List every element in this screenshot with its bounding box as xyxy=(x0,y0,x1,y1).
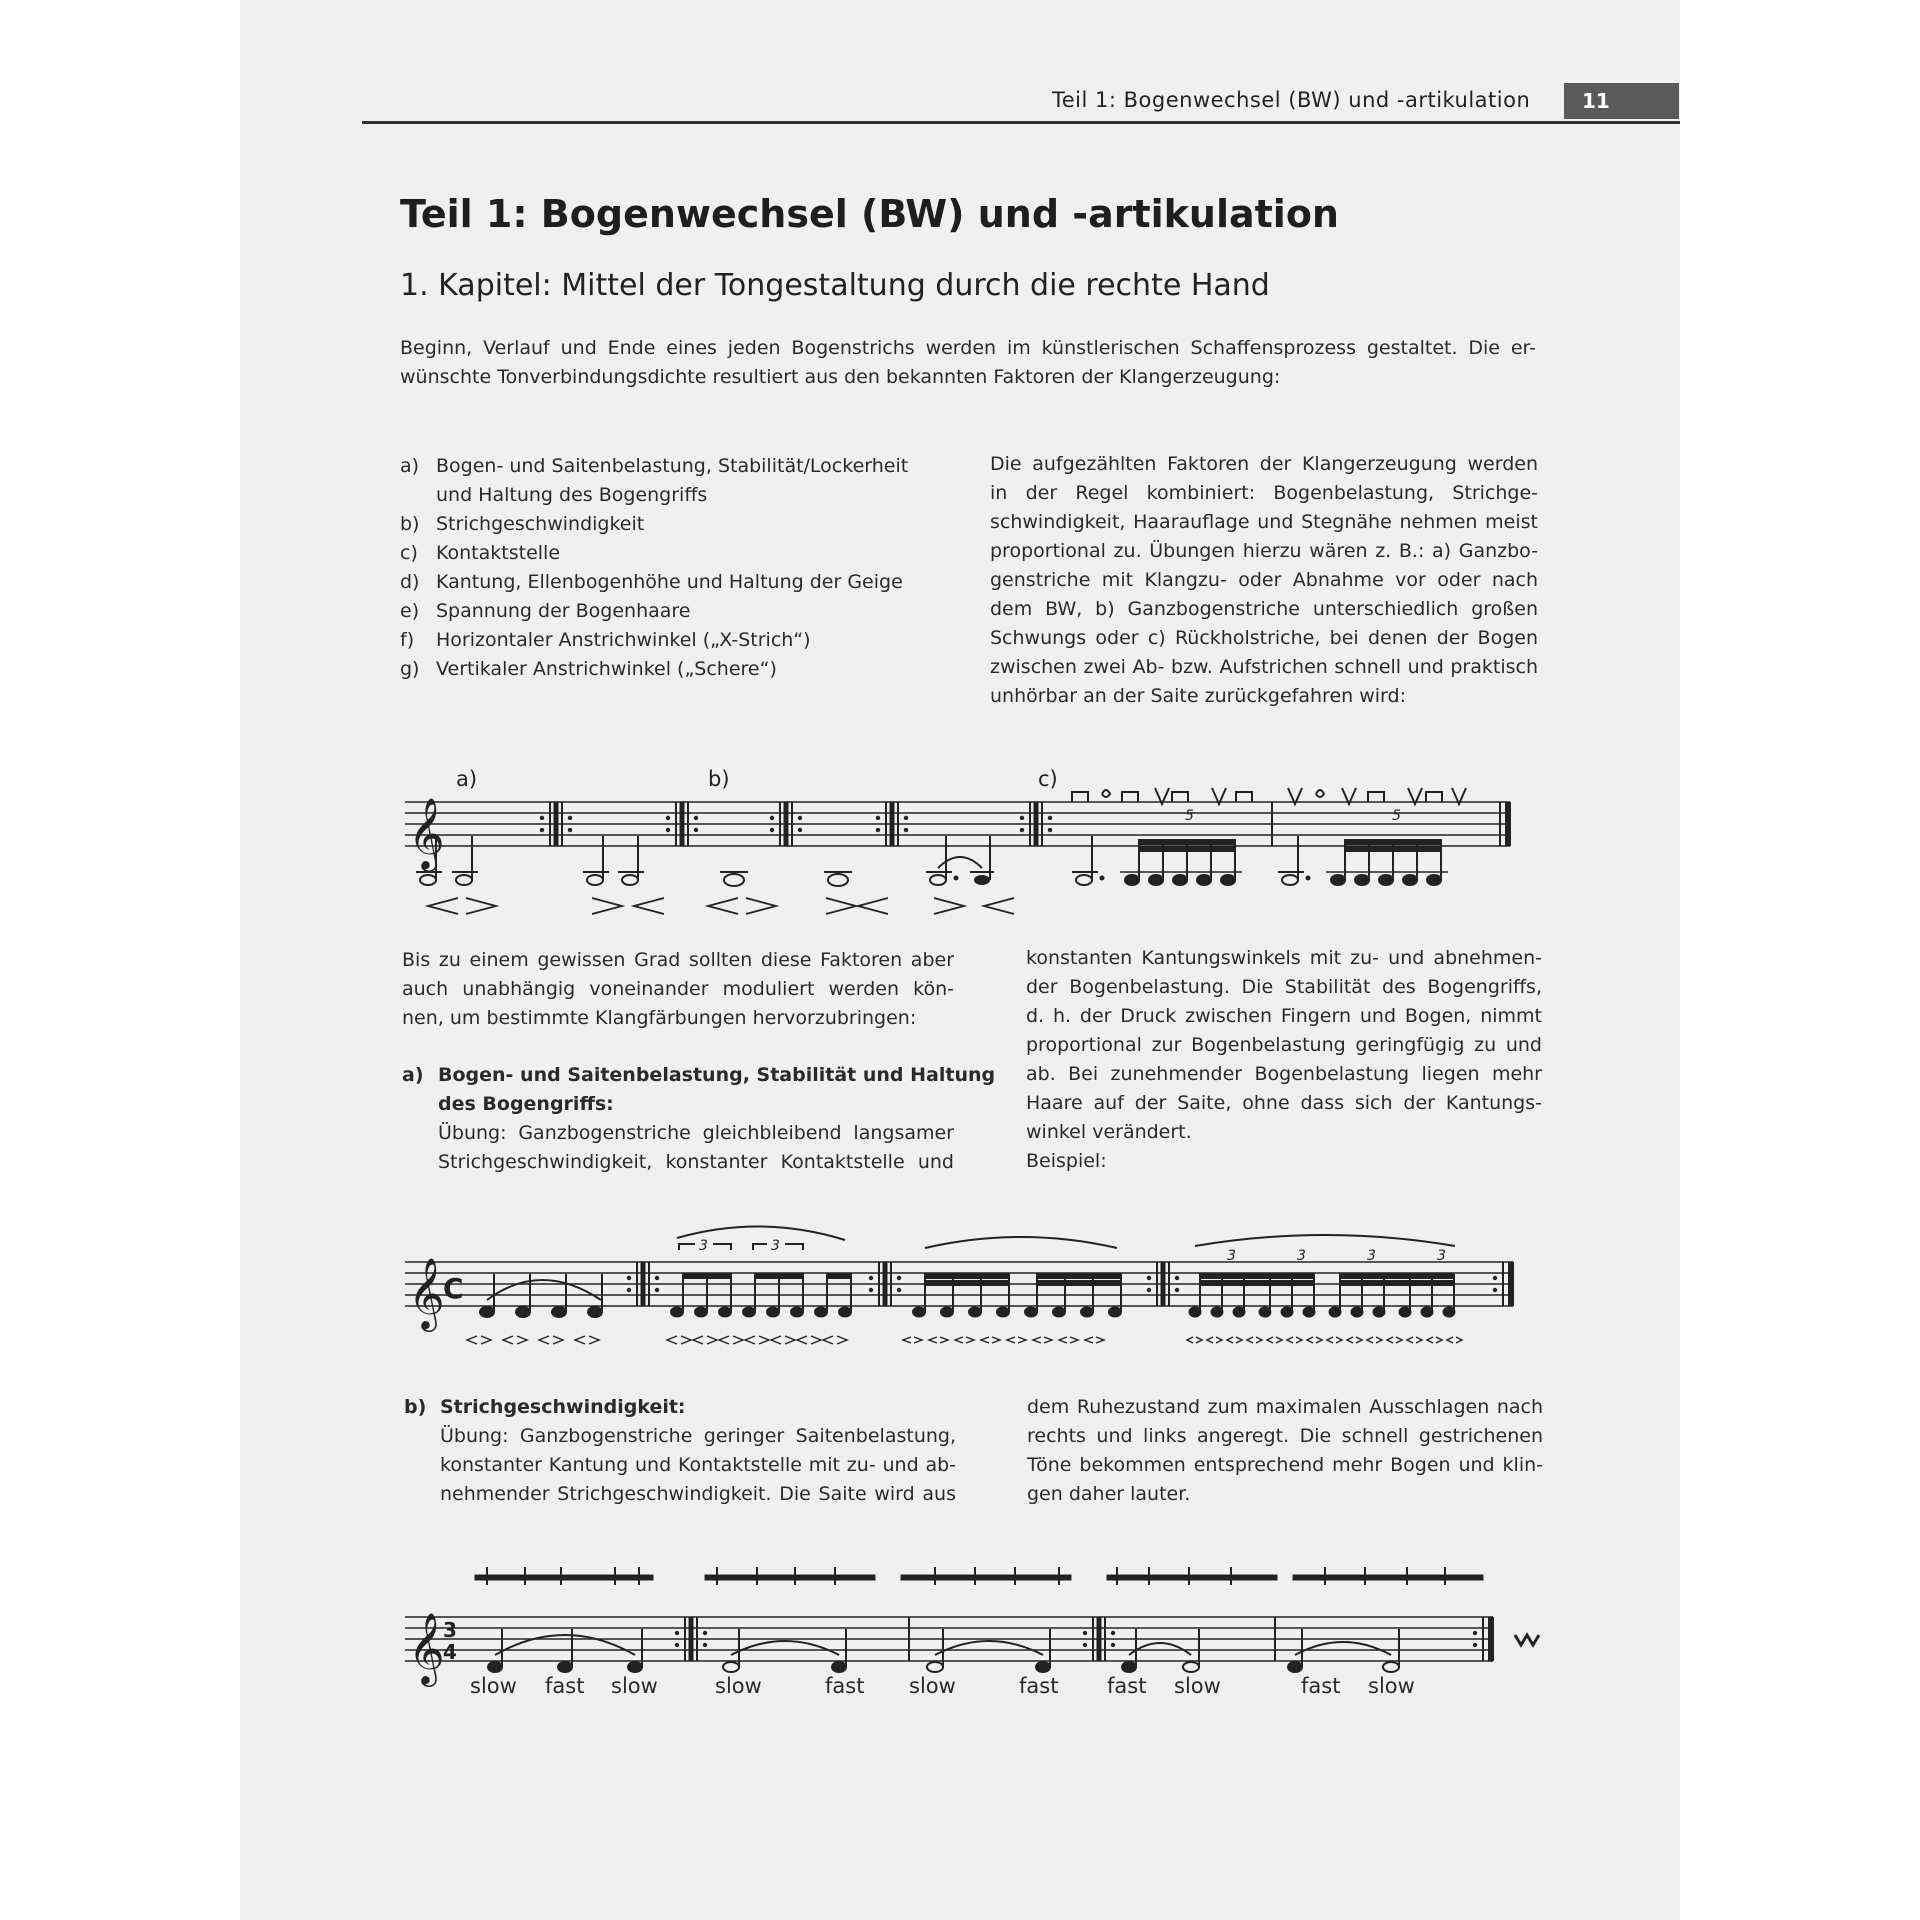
speed-label: fast xyxy=(1019,1674,1059,1698)
page-number-badge: 11 xyxy=(1564,83,1679,119)
speed-label: fast xyxy=(545,1674,585,1698)
list-item: f) Horizontaler Anstrichwinkel („X-Strich“) xyxy=(400,629,811,651)
treble-clef-icon: 𝄞 xyxy=(408,796,445,869)
list-item: d) Kantung, Ellenbogenhöhe und Haltung der Geige xyxy=(400,571,903,593)
example-label-a: a) xyxy=(456,767,478,791)
chapter-title: 1. Kapitel: Mittel der Tongestaltung durch die rechte Hand xyxy=(400,268,1270,303)
speed-label: fast xyxy=(825,1674,865,1698)
bow-length-bars xyxy=(475,1567,1483,1585)
treble-clef-icon: 𝄞 xyxy=(408,1611,445,1684)
header-rule xyxy=(362,121,1680,124)
section-b-marker: b) xyxy=(404,1396,427,1418)
section-a-body: Strichgeschwindigkeit, konstanter Kontaktstelle und xyxy=(438,1151,954,1173)
example-label-b: b) xyxy=(708,767,730,791)
speed-label: slow xyxy=(1174,1674,1221,1698)
speed-label: slow xyxy=(909,1674,956,1698)
speed-label: fast xyxy=(1107,1674,1147,1698)
section-a-marker: a) xyxy=(402,1064,424,1086)
tuplet-number: 3 xyxy=(1367,1248,1376,1264)
tremolo-icon xyxy=(1515,1635,1539,1645)
time-signature: C xyxy=(443,1272,464,1305)
independent-paragraph: Bis zu einem gewissen Grad sollten diese Faktoren aber auch unabhängig voneinander moduliert werden kön- nen, um bestimmte Klangfärbungen hervorzubringen: xyxy=(402,949,954,1029)
section-a xyxy=(402,1061,996,1177)
section-a-continuation: konstanten Kantungswinkels mit zu- und abnehmen- der Bogenbelastung. Die Stabilität des Bogengriffs, d. h. der Druck zwischen Fingern und Bogen, nimmt proportional zur Bogenbelastung geringfügig zu und ab. Bei zunehmender Bogenbelastung liegen mehr Haare auf der Saite, ohne dass sich der Kantungs- winkel verändert. Beispiel: xyxy=(1026,947,1542,1172)
factors-list xyxy=(400,452,908,684)
tuplet-number: 5 xyxy=(1392,808,1401,824)
section-b-continuation: dem Ruhezustand zum maximalen Ausschlagen nach rechts und links angeregt. Die schnell gestrichenen Töne bekommen entsprechend mehr Bogen und klin- gen daher lauter. xyxy=(1027,1396,1543,1505)
section-b-body: Übung: Ganzbogenstriche geringer Saitenbelastung, xyxy=(440,1425,956,1447)
list-item: g) Vertikaler Anstrichwinkel („Schere“) xyxy=(400,658,777,680)
treble-clef-icon: 𝄞 xyxy=(408,1256,445,1329)
example-label-c: c) xyxy=(1038,767,1058,791)
tuplet-number: 3 xyxy=(1227,1248,1236,1264)
tuplet-number: 5 xyxy=(1185,808,1194,824)
section-b-heading: Strichgeschwindigkeit: xyxy=(440,1396,686,1418)
time-signature-bottom: 4 xyxy=(443,1640,457,1664)
speed-label: fast xyxy=(1301,1674,1341,1698)
section-b-body: konstanter Kantung und Kontaktstelle mit zu- und ab- xyxy=(440,1454,956,1476)
list-item: b) Strichgeschwindigkeit xyxy=(400,513,645,535)
section-a-body: Übung: Ganzbogenstriche gleichbleibend langsamer xyxy=(438,1122,954,1144)
speed-label: slow xyxy=(715,1674,762,1698)
combined-paragraph: Die aufgezählten Faktoren der Klangerzeugung werden in der Regel kombiniert: Bogenbelastung, Strichge- schwindigkeit, Haarauflage und Stegnähe nehmen meist proportional zu. Übungen hierzu wären z. B.: a) Ganzbo- genstriche mit Klangzu- oder Abnahme vor oder nach dem BW, b) Ganzbogenstriche unterschiedlich großen Schwungs oder c) Rückholstriche, bei denen der Bogen zwischen zwei Ab- bzw. Aufstrichen schnell und praktisch unhörbar an der Saite zurückgefahren wird: xyxy=(990,453,1538,707)
speed-label: slow xyxy=(1368,1674,1415,1698)
time-signature-top: 3 xyxy=(443,1618,457,1642)
hairpin-row xyxy=(467,1336,1462,1344)
music-example-3 xyxy=(395,1555,1545,1705)
intro-line: Beginn, Verlauf und Ende eines jeden Bogenstrichs werden im künstlerischen Schaffensprozess gestaltet. Die er- xyxy=(400,337,1536,359)
speed-label: slow xyxy=(470,1674,517,1698)
tuplet-number: 3 xyxy=(699,1238,708,1254)
intro-line: wünschte Tonverbindungsdichte resultiert aus den bekannten Faktoren der Klangerzeugung: xyxy=(400,366,1281,388)
tuplet-number: 3 xyxy=(1297,1248,1306,1264)
music-example-2 xyxy=(395,1220,1545,1350)
page-title: Teil 1: Bogenwechsel (BW) und -artikulation xyxy=(400,192,1339,236)
section-b xyxy=(404,1393,956,1509)
list-item: e) Spannung der Bogenhaare xyxy=(400,600,691,622)
music-example-1 xyxy=(390,760,1540,920)
list-item: a) Bogen- und Saitenbelastung, Stabilität/Lockerheit und Haltung des Bogengriffs xyxy=(400,455,909,506)
tuplet-number: 3 xyxy=(771,1238,780,1254)
tuplet-number: 3 xyxy=(1437,1248,1446,1264)
list-item: c) Kontaktstelle xyxy=(400,542,561,564)
intro-paragraph xyxy=(400,334,1536,392)
running-header-title: Teil 1: Bogenwechsel (BW) und -artikulation xyxy=(1052,88,1531,112)
section-a-heading: Bogen- und Saitenbelastung, Stabilität und Haltung xyxy=(438,1064,996,1086)
speed-label: slow xyxy=(611,1674,658,1698)
section-a-heading: des Bogengriffs: xyxy=(438,1093,614,1115)
section-b-body: nehmender Strichgeschwindigkeit. Die Saite wird aus xyxy=(440,1483,956,1505)
